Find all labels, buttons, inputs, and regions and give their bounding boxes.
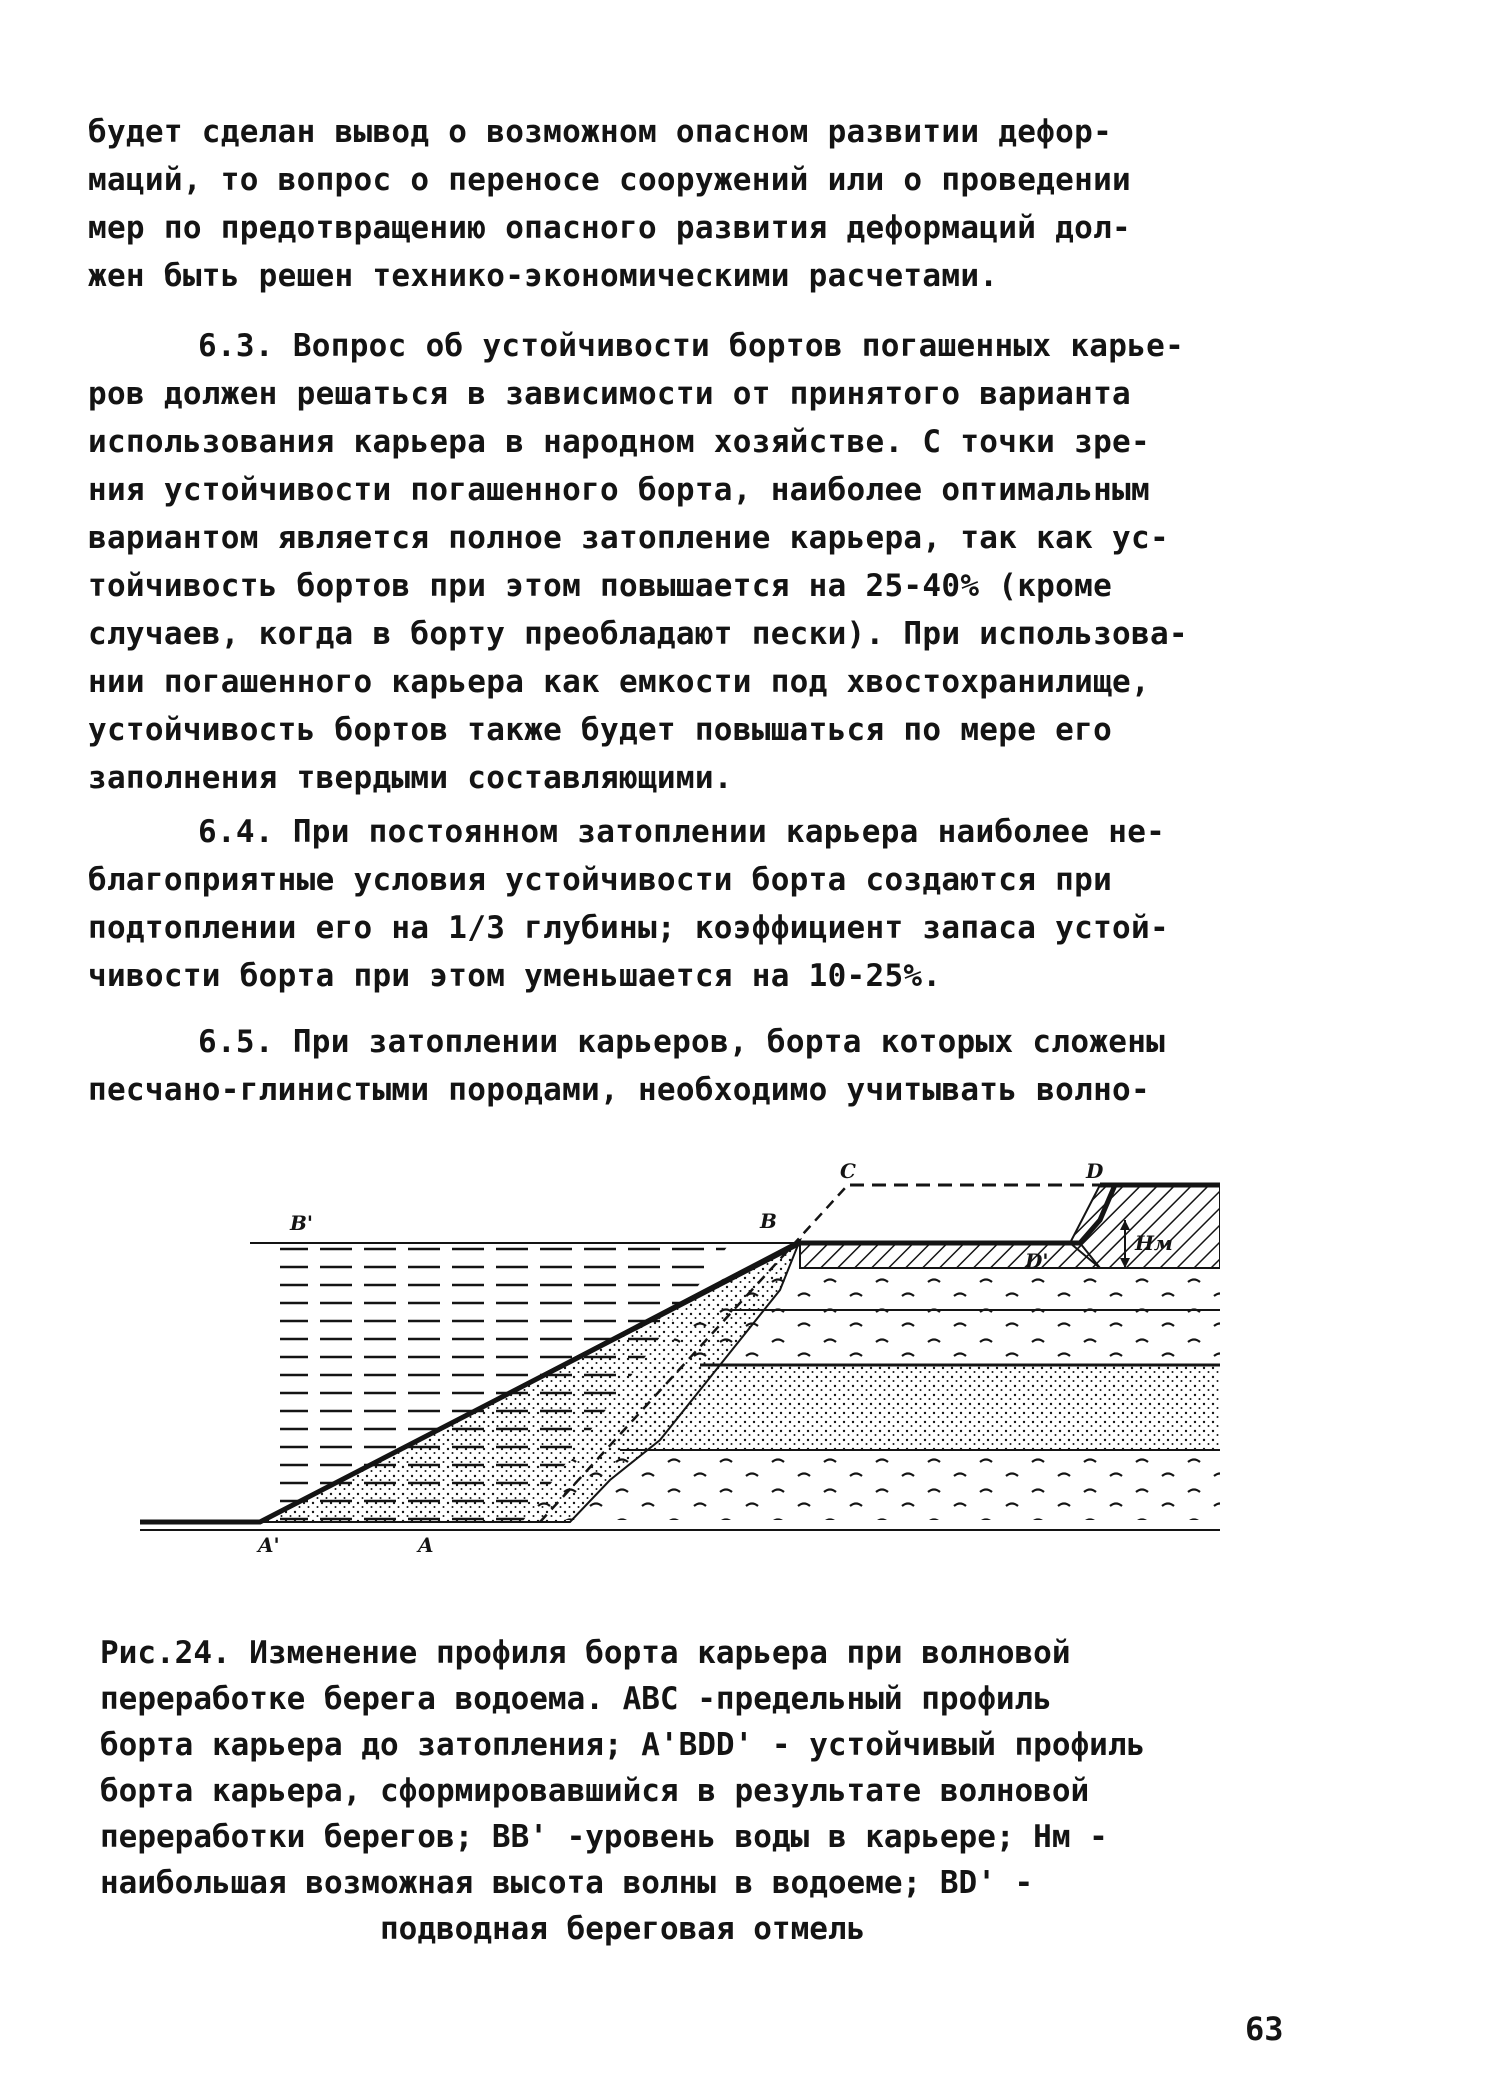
text-line: маций, то вопрос о переносе сооружений или о проведении (88, 162, 1131, 198)
text-line: 6.4. При постоянном затоплении карьера наиболее не- (198, 814, 1166, 850)
text-line: устойчивость бортов также будет повышаться по мере его (88, 712, 1113, 748)
caption-line: подводная береговая отмель (380, 1911, 866, 1947)
text-line: чивости борта при этом уменьшается на 10-25%. (88, 958, 942, 994)
text-line: песчано-глинистыми породами, необходимо учитывать волно- (88, 1072, 1150, 1108)
caption-line: Рис.24. Изменение профиля борта карьера при волновой (100, 1635, 1071, 1671)
label-a-prime: A' (258, 1533, 280, 1557)
text-line: нии погашенного карьера как емкости под хвостохранилище, (88, 664, 1150, 700)
text-line: 6.3. Вопрос об устойчивости бортов погашенных карье- (198, 328, 1185, 364)
caption-line: наибольшая возможная высота волны в водоеме; BD' - (100, 1865, 1034, 1901)
caption-line: переработке берега водоема. ABC -предельный профиль (100, 1681, 1052, 1717)
paragraph-6-5 (88, 1018, 1388, 1114)
text-line: тойчивость бортов при этом повышается на 25-40% (кроме (88, 568, 1113, 604)
caption-line: борта карьера до затопления; A'BDD' - устойчивый профиль (100, 1727, 1146, 1763)
page-number: 63 (1245, 2010, 1284, 2048)
text-line: ров должен решаться в зависимости от принятого варианта (88, 376, 1131, 412)
paragraph-6-4 (88, 808, 1388, 1000)
text-line: заполнения твердыми составляющими. (88, 760, 733, 796)
text-line: 6.5. При затоплении карьеров, борта которых сложены (198, 1024, 1166, 1060)
paragraph-intro (88, 108, 1388, 300)
label-a: A (418, 1533, 434, 1557)
label-b-prime: B' (290, 1211, 314, 1235)
text-line: ния устойчивости погашенного борта, наиболее оптимальным (88, 472, 1150, 508)
text-line: жен быть решен технико-экономическими расчетами. (88, 258, 999, 294)
caption-line: переработки берегов; BB' -уровень воды в карьере; Hм - (100, 1819, 1108, 1855)
label-b: B (760, 1209, 777, 1233)
paragraph-6-3 (88, 322, 1388, 802)
figure-caption (100, 1630, 1360, 1952)
text-line: будет сделан вывод о возможном опасном развитии дефор- (88, 114, 1113, 150)
text-line: подтоплении его на 1/3 глубины; коэффициент запаса устой- (88, 910, 1169, 946)
text-line: использования карьера в народном хозяйстве. С точки зре- (88, 424, 1150, 460)
text-line: вариантом является полное затопление карьера, так как ус- (88, 520, 1169, 556)
hatched-bench (800, 1243, 1100, 1268)
text-line: случаев, когда в борту преобладают пески). При использова- (88, 616, 1188, 652)
text-line: благоприятные условия устойчивости борта создаются при (88, 862, 1113, 898)
label-wave-height: Hм (1135, 1231, 1173, 1255)
label-d-prime: D' (1025, 1249, 1049, 1273)
quarry-slope-profile-figure (140, 1150, 1220, 1570)
caption-line: борта карьера, сформировавшийся в результате волновой (100, 1773, 1090, 1809)
text-line: мер по предотвращению опасного развития деформаций дол- (88, 210, 1131, 246)
label-c: C (840, 1159, 856, 1183)
label-d: D (1086, 1159, 1104, 1183)
